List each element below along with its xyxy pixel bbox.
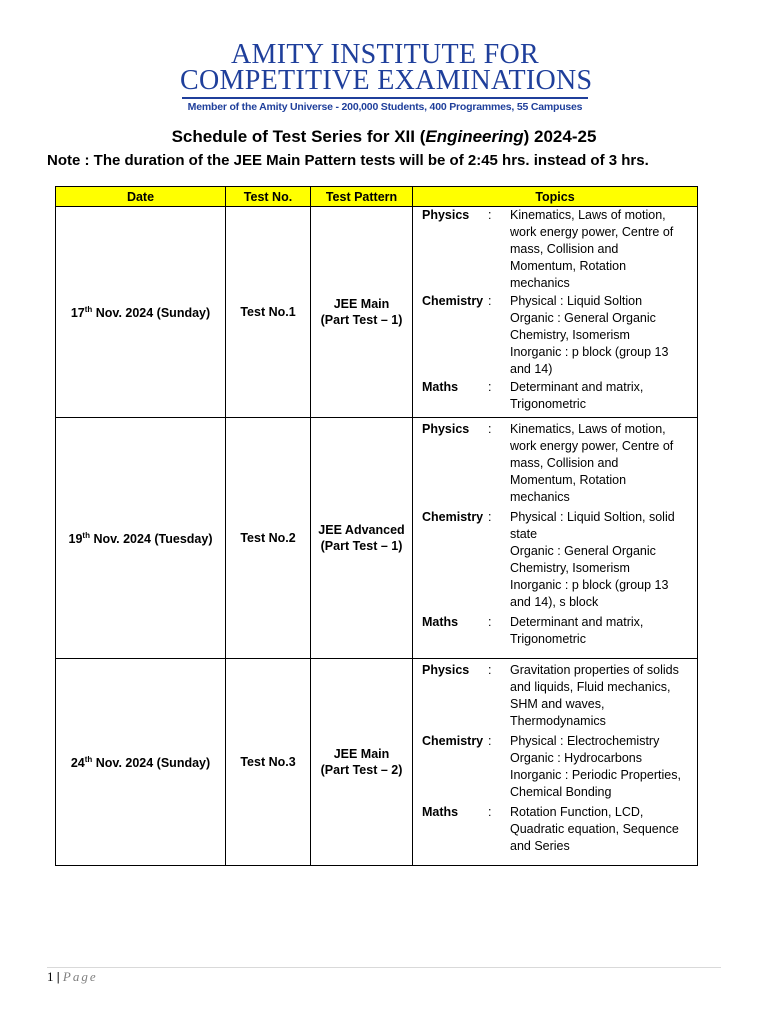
topic-line: Organic : General Organic [510,311,656,325]
topic-line: mass, Collision and [510,242,619,256]
pattern-line-1: JEE Main [333,297,390,311]
topic-line: Chemistry, Isomerism [510,561,630,575]
pattern-line-2: (Part Test – 2) [320,763,403,777]
subject-colon: : [488,294,492,308]
subject-name: Chemistry [422,294,484,308]
subject-name: Maths [422,380,459,394]
subject-block [413,804,697,855]
topics-cell [413,207,698,418]
topic-line: Trigonometric [510,632,586,646]
subject-colon: : [488,663,492,677]
logo-tagline: Member of the Amity Universe - 200,000 Students, 400 Programmes, 55 Campuses [187,101,583,113]
topic-line: mass, Collision and [510,456,619,470]
logo-line-2: COMPETITIVE EXAMINATIONS [180,65,593,96]
pattern-line-1: JEE Advanced [318,523,405,537]
topic-line: Determinant and matrix, [510,615,644,629]
header-test-pattern: Test Pattern [311,187,413,207]
subject-colon: : [488,734,492,748]
date-rest: Nov. 2024 (Sunday) [92,306,211,321]
date-rest: Nov. 2024 (Tuesday) [89,532,213,547]
subject-colon: : [488,208,492,222]
subject-name: Chemistry [422,510,484,524]
test-no-cell: Test No.1 [226,207,311,418]
table-row [56,659,698,866]
topics-cell [413,418,698,659]
duration-note: Note : The duration of the JEE Main Pattern tests will be of 2:45 hrs. instead of 3 hrs. [47,152,649,169]
schedule-table [55,186,698,866]
test-no-cell: Test No.2 [226,418,311,659]
header-topics: Topics [413,187,698,207]
topic-line: state [510,527,538,541]
date-day: 19 [68,532,83,547]
subject-block [413,293,697,378]
topic-line: work energy power, Centre of [510,225,674,239]
subject-block [413,733,697,801]
date-suffix: th [84,755,93,765]
subject-block [413,509,697,611]
test-pattern-cell [311,659,413,866]
topic-line: mechanics [510,276,570,290]
topic-line: Organic : Hydrocarbons [510,751,643,765]
date-suffix: th [82,531,90,541]
pattern-line-2: (Part Test – 1) [320,313,403,327]
topic-line: Quadratic equation, Sequence [510,822,679,836]
subject-colon: : [488,805,492,819]
subject-topics [510,379,697,413]
topic-line: mechanics [510,490,570,504]
pattern-line-1: JEE Main [333,747,390,761]
date-suffix: th [84,305,93,315]
test-pattern-cell [311,418,413,659]
header-date: Date [56,187,226,207]
date-cell [56,659,226,866]
header-test-no: Test No. [226,187,311,207]
topic-line: Chemistry, Isomerism [510,328,630,342]
table-row [56,207,698,418]
footer-rule [47,967,721,968]
topic-line: Physical : Electrochemistry [510,734,660,748]
institute-logo [180,39,593,113]
subject-topics [510,804,697,855]
logo-rule [182,97,588,99]
page-title [0,127,768,147]
subject-topics [510,614,697,648]
footer-separator: | [56,969,60,984]
title-italic: Engineering [425,127,524,146]
topic-line: SHM and waves, [510,697,605,711]
topic-line: and Series [510,839,570,853]
topic-line: Inorganic : Periodic Properties, [510,768,681,782]
subject-block [413,421,697,506]
title-suffix: ) 2024-25 [523,127,597,146]
subject-block [413,614,697,648]
topic-line: Gravitation properties of solids [510,663,679,677]
subject-name: Chemistry [422,734,484,748]
date-rest: Nov. 2024 (Sunday) [92,756,211,771]
subject-topics [510,662,697,730]
subject-topics [510,421,697,506]
subject-colon: : [488,615,492,629]
topic-line: Physical : Liquid Soltion [510,294,643,308]
subject-block [413,662,697,730]
page-footer [47,969,98,985]
topic-line: work energy power, Centre of [510,439,674,453]
subject-name: Physics [422,663,470,677]
topic-line: Trigonometric [510,397,586,411]
topic-line: and 14) [510,362,553,376]
subject-topics [510,733,697,801]
test-pattern-cell [311,207,413,418]
subject-name: Maths [422,615,459,629]
topic-line: and liquids, Fluid mechanics, [510,680,671,694]
topic-line: Inorganic : p block (group 13 [510,345,669,359]
subject-colon: : [488,380,492,394]
topic-line: Rotation Function, LCD, [510,805,644,819]
date-day: 24 [70,756,85,771]
topic-line: Organic : General Organic [510,544,656,558]
table-row [56,418,698,659]
test-no-cell: Test No.3 [226,659,311,866]
subject-block [413,379,697,413]
topic-line: Momentum, Rotation [510,473,627,487]
pattern-line-2: (Part Test – 1) [320,539,403,553]
subject-name: Physics [422,422,470,436]
topic-line: Thermodynamics [510,714,606,728]
topic-line: Kinematics, Laws of motion, [510,208,666,222]
topic-line: Inorganic : p block (group 13 [510,578,669,592]
topic-line: Chemical Bonding [510,785,612,799]
date-day: 17 [70,306,85,321]
subject-colon: : [488,510,492,524]
topic-line: Physical : Liquid Soltion, solid [510,510,675,524]
date-cell [56,207,226,418]
date-cell [56,418,226,659]
subject-topics [510,207,697,292]
page-number: 1 [47,969,54,984]
title-prefix: Schedule of Test Series for XII ( [171,127,426,146]
subject-name: Physics [422,208,470,222]
topics-cell [413,659,698,866]
topic-line: and 14), s block [510,595,599,609]
topic-line: Momentum, Rotation [510,259,627,273]
topic-line: Kinematics, Laws of motion, [510,422,666,436]
table-header-row [56,187,698,207]
subject-block [413,207,697,292]
page-label: Page [62,969,98,984]
subject-topics [510,509,697,611]
topic-line: Determinant and matrix, [510,380,644,394]
subject-colon: : [488,422,492,436]
logo-line-1: AMITY INSTITUTE FOR [231,39,539,70]
subject-name: Maths [422,805,459,819]
subject-topics [510,293,697,378]
